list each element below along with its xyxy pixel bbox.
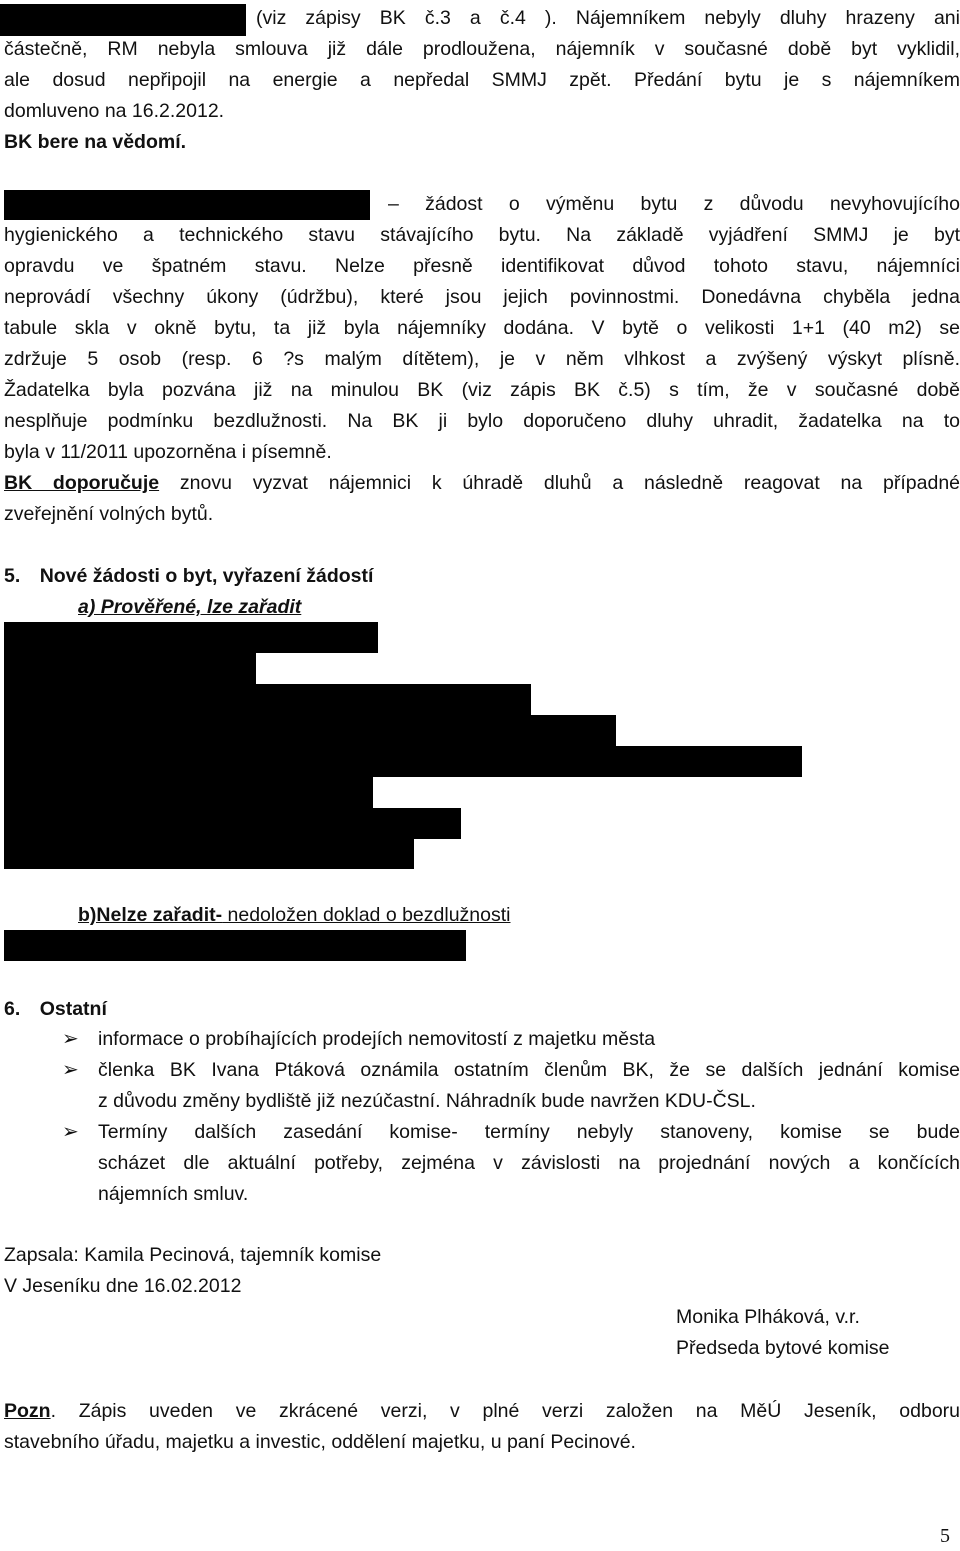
place-date: V Jeseníku dne 16.02.2012 (4, 1275, 242, 1297)
paragraph-line: ale dosud nepřipojil na energie a nepředal SMMJ zpět. Předání bytu je s nájemníkem (4, 69, 960, 91)
bullet-line: nájemních smluv. (98, 1183, 249, 1205)
redaction-bar (4, 746, 802, 777)
bullet-line: členka BK Ivana Ptáková oznámila ostatním členům BK, že se dalších jednání komise (98, 1059, 960, 1081)
redaction-bar (4, 808, 461, 839)
redaction-bar (4, 715, 616, 746)
bullet-line: Termíny dalších zasedání komise- termíny nebyly stanoveny, komise se bude (98, 1121, 960, 1143)
paragraph-line: nesplňuje podmínku bezdlužnosti. Na BK ji bylo doporučeno dluhy uhradit, žadatelka na to (4, 410, 960, 432)
note-label: Pozn (4, 1400, 51, 1422)
subsection-b-label: b)Nelze zařadit- (78, 904, 223, 926)
paragraph-line: hygienického a technického stavu stávajícího bytu. Na základě vyjádření SMMJ je byt (4, 224, 960, 246)
recorded-by: Zapsala: Kamila Pecinová, tajemník komise (4, 1244, 382, 1266)
note-line: stavebního úřadu, majetku a investic, oddělení majetku, u paní Pecinové. (4, 1431, 636, 1453)
section-number: 6. (4, 998, 21, 1020)
paragraph-line: Žadatelka byla pozvána již na minulou BK (viz zápis BK č.5) s tím, že v současné době (4, 379, 960, 401)
redaction-bar (4, 190, 370, 220)
paragraph-line: tabule skla v okně bytu, ta již byla nájemníky dodána. V bytě o velikosti 1+1 (40 m2) se (4, 317, 960, 339)
conclusion-text: BK bere na vědomí. (4, 131, 187, 153)
redaction-bar (4, 777, 373, 808)
paragraph-line: domluveno na 16.2.2012. (4, 100, 225, 122)
subsection-a-heading (78, 592, 958, 623)
recommend-label: BK doporučuje (4, 472, 160, 494)
arrow-bullet-icon: ➢ (62, 1028, 79, 1050)
paragraph-line: (viz zápisy BK č.3 a č.4 ). Nájemníkem nebyly dluhy hrazeny ani (256, 7, 960, 29)
section-5-heading (4, 561, 960, 592)
subsection-a-label: lze zařadit (206, 596, 302, 618)
section-title: Nové žádosti o byt, vyřazení žádostí (39, 565, 374, 587)
redaction-bar (4, 653, 256, 684)
redaction-bar (4, 930, 466, 961)
section-6-heading (4, 994, 960, 1025)
subsection-a-prefix: a) Prověřené, (78, 596, 207, 618)
redaction-bar (0, 4, 246, 36)
recommendation-line (4, 468, 960, 499)
arrow-bullet-icon: ➢ (62, 1059, 79, 1081)
bullet-line: scházet dle aktuální potřeby, zejména v závislosti na projednání nových a končících (98, 1152, 960, 1174)
page-number: 5 (940, 1525, 950, 1547)
note-line (4, 1396, 960, 1427)
paragraph-line: částečně, RM nebyla smlouva již dále prodloužena, nájemník v současné době byt vyklidil, (4, 38, 960, 60)
subsection-b-heading (78, 900, 958, 931)
redaction-bar (4, 839, 414, 869)
bullet-line: z důvodu změny bydliště již nezúčastní. Náhradník bude navržen KDU-ČSL. (98, 1090, 756, 1112)
paragraph-line: opravdu ve špatném stavu. Nelze přesně identifikovat důvod tohoto stavu, nájemníci (4, 255, 960, 277)
redaction-bar (4, 622, 378, 653)
bullet-line: informace o probíhajících prodejích nemovitostí z majetku města (98, 1028, 656, 1050)
note-text: . Zápis uveden ve zkrácené verzi, v plné verzi založen na MěÚ Jeseník, odboru (50, 1400, 960, 1422)
redaction-bar (4, 684, 531, 715)
paragraph-line: zveřejnění volných bytů. (4, 503, 214, 525)
recommend-text: znovu vyzvat nájemnici k úhradě dluhů a následně reagovat na případné (159, 472, 960, 494)
section-number: 5. (4, 565, 21, 587)
chair-role: Předseda bytové komise (676, 1337, 890, 1359)
paragraph-line: – žádost o výměnu bytu z důvodu nevyhovujícího (388, 193, 960, 215)
section-title: Ostatní (39, 998, 107, 1020)
arrow-bullet-icon: ➢ (62, 1121, 79, 1143)
paragraph-line: byla v 11/2011 upozorněna i písemně. (4, 441, 332, 463)
subsection-b-text: nedoložen doklad o bezdlužnosti (222, 904, 511, 926)
chair-name: Monika Plháková, v.r. (676, 1306, 860, 1328)
paragraph-line: neprovádí všechny úkony (údržbu), které jsou jejich povinnostmi. Donedávna chyběla jedna (4, 286, 960, 308)
paragraph-line: zdržuje 5 osob (resp. 6 ?s malým dítětem), je v něm vlhkost a zvýšený výskyt plísně. (4, 348, 960, 370)
